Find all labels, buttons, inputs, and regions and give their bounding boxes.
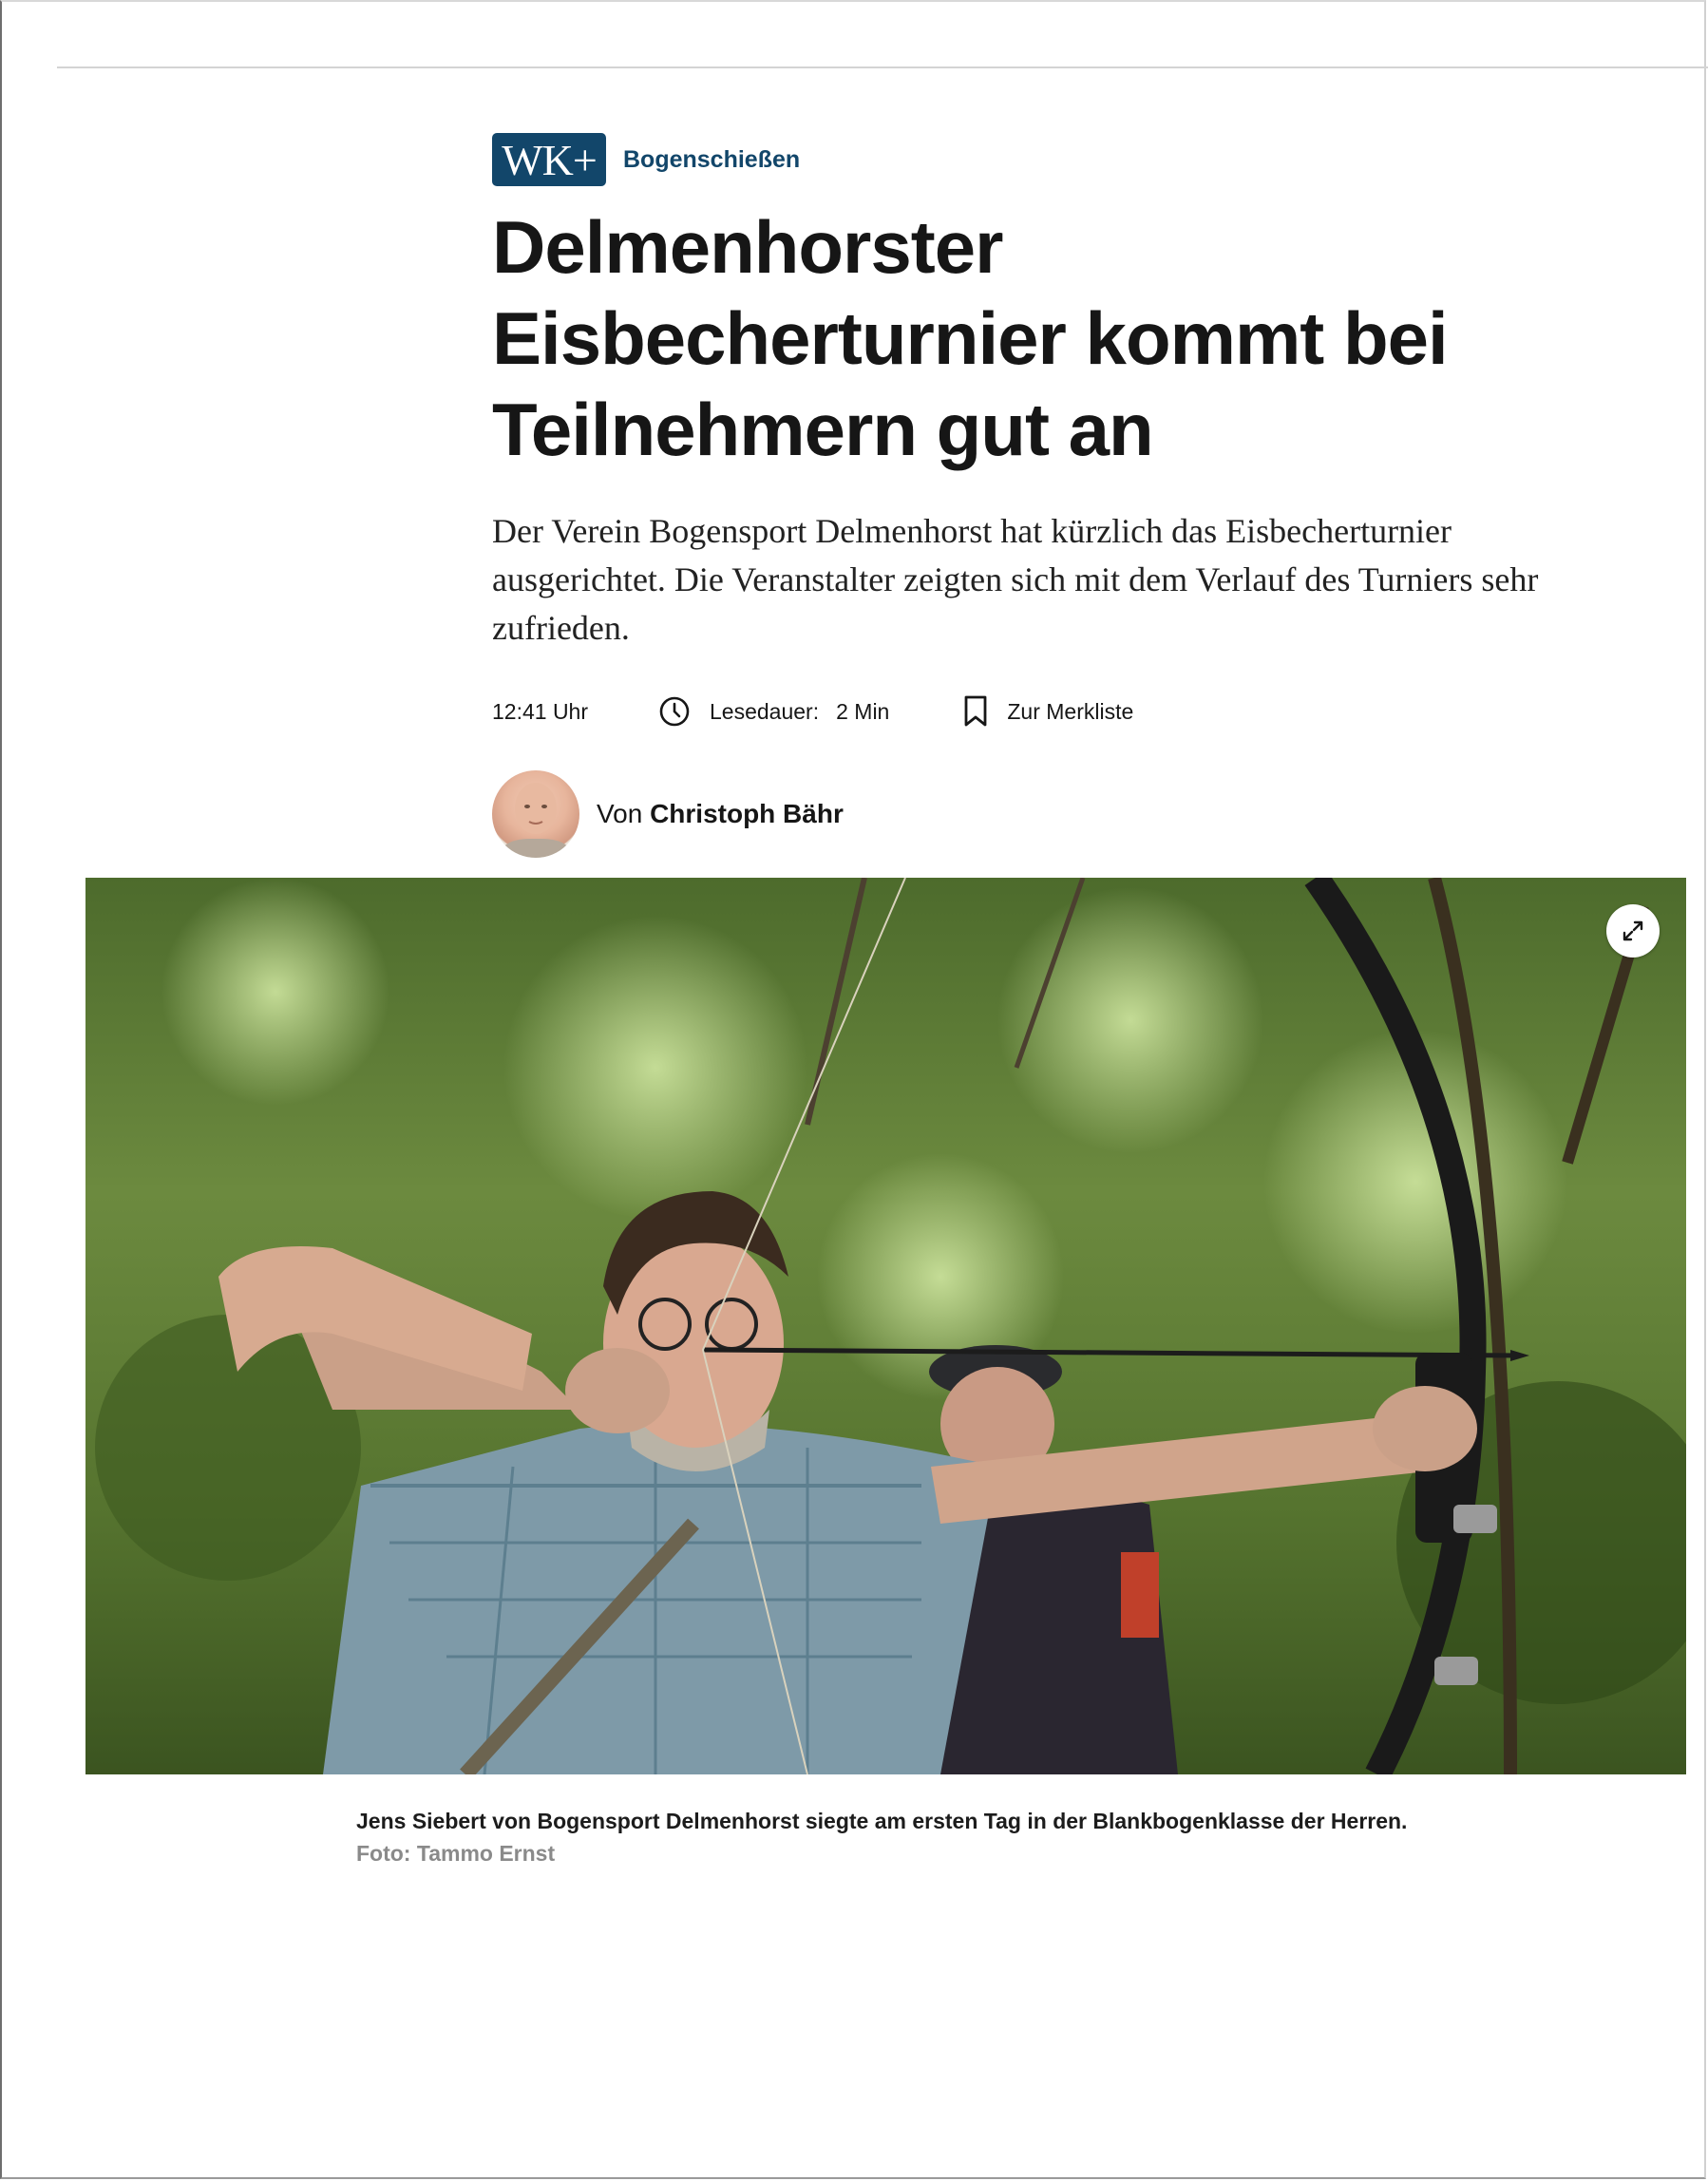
author-text <box>597 799 844 829</box>
author-prefix: Von <box>597 799 643 828</box>
kicker-topic[interactable]: Bogenschießen <box>623 145 801 173</box>
reading-time-label: Lesedauer: <box>710 698 820 724</box>
publish-time: 12:41 Uhr <box>492 698 589 724</box>
photo-credit: Foto: Tammo Ernst <box>356 1841 556 1866</box>
author-byline <box>492 770 1566 858</box>
reading-time-value: 2 Min <box>836 698 890 724</box>
reading-time <box>658 695 889 728</box>
caption-text: Jens Siebert von Bogensport Delmenhorst siegte am ersten Tag in der Blankbogenklasse der Herren. <box>356 1809 1408 1833</box>
article-photo[interactable] <box>85 878 1686 1774</box>
article-header <box>492 133 1566 858</box>
article-lead: Der Verein Bogensport Delmenhorst hat kürzlich das Eisbecherturnier ausgerichtet. Die Veranstalter zeigten sich mit dem Verlauf des Turniers sehr zufrieden. <box>492 512 1539 647</box>
article-meta <box>492 692 1566 730</box>
image-caption <box>356 1805 1591 1869</box>
bookmark-icon <box>963 695 988 728</box>
kicker <box>492 133 1566 186</box>
wk-plus-logo[interactable]: WK+ <box>492 133 606 186</box>
expand-image-button[interactable] <box>1606 904 1660 958</box>
header-divider <box>57 66 1708 68</box>
bookmark-label: Zur Merkliste <box>1007 698 1134 724</box>
avatar[interactable] <box>492 770 579 858</box>
clock-icon <box>658 695 691 728</box>
bookmark-button[interactable] <box>963 695 1133 728</box>
article-title: Delmenhorster Eisbecherturnier kommt bei Teilnehmern gut an <box>492 205 1448 471</box>
expand-icon <box>1621 919 1645 943</box>
author-name[interactable]: Christoph Bähr <box>650 799 844 828</box>
